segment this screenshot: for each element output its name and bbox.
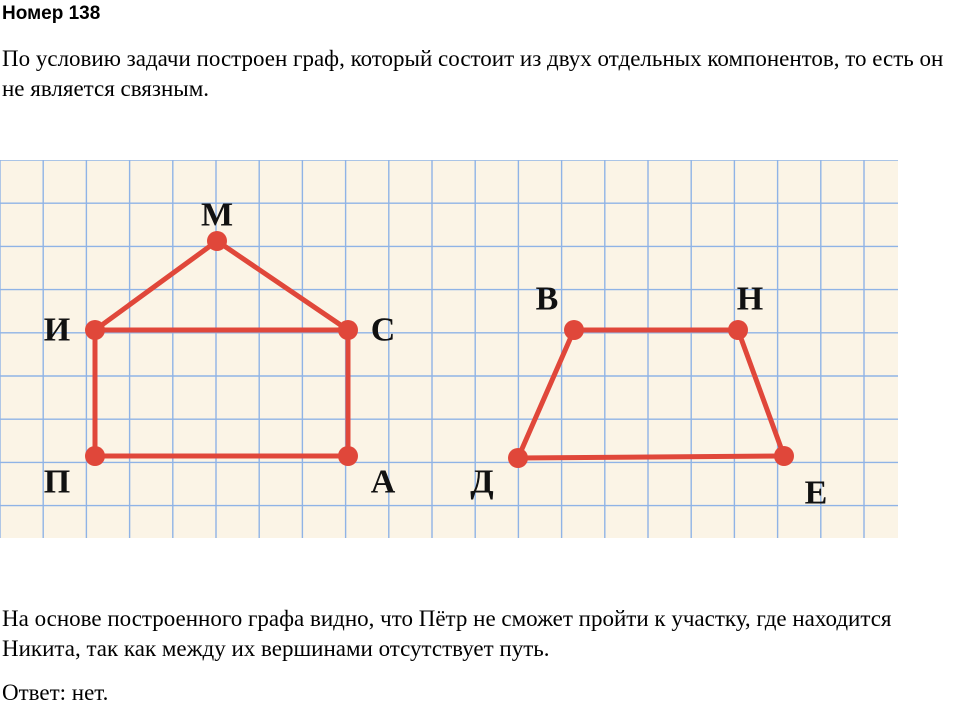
vertex-label-A: А (370, 463, 396, 501)
vertex-S (338, 320, 358, 340)
vertex-label-E: Е (804, 474, 828, 512)
grid-background (0, 160, 898, 538)
vertex-N (728, 320, 748, 340)
graph-figure (0, 160, 900, 540)
conclusion-text: На основе построенного графа видно, что Пётр не сможет пройти к участку, где находится Никита, так как между их вершинами отсутствует путь. (2, 606, 892, 661)
vertex-D (508, 448, 528, 468)
edge-D-E (518, 456, 784, 458)
vertex-label-N: Н (736, 280, 764, 318)
page-title: Номер 138 (2, 3, 101, 24)
vertex-V (564, 320, 584, 340)
vertex-I (85, 320, 105, 340)
vertex-A (338, 446, 358, 466)
vertex-label-M: М (200, 196, 234, 234)
vertex-label-D: Д (470, 463, 494, 501)
vertex-label-V: В (535, 280, 559, 318)
vertex-label-S: С (370, 311, 396, 349)
problem-statement: По условию задачи построен граф, который состоит из двух отдельных компонентов, то есть он не является связным. (2, 46, 944, 101)
vertex-P (85, 446, 105, 466)
vertex-M (207, 231, 227, 251)
answer-text: Ответ: нет. (2, 680, 109, 705)
vertex-E (774, 446, 794, 466)
vertex-label-I: И (43, 311, 71, 349)
vertex-label-P: П (43, 463, 71, 501)
